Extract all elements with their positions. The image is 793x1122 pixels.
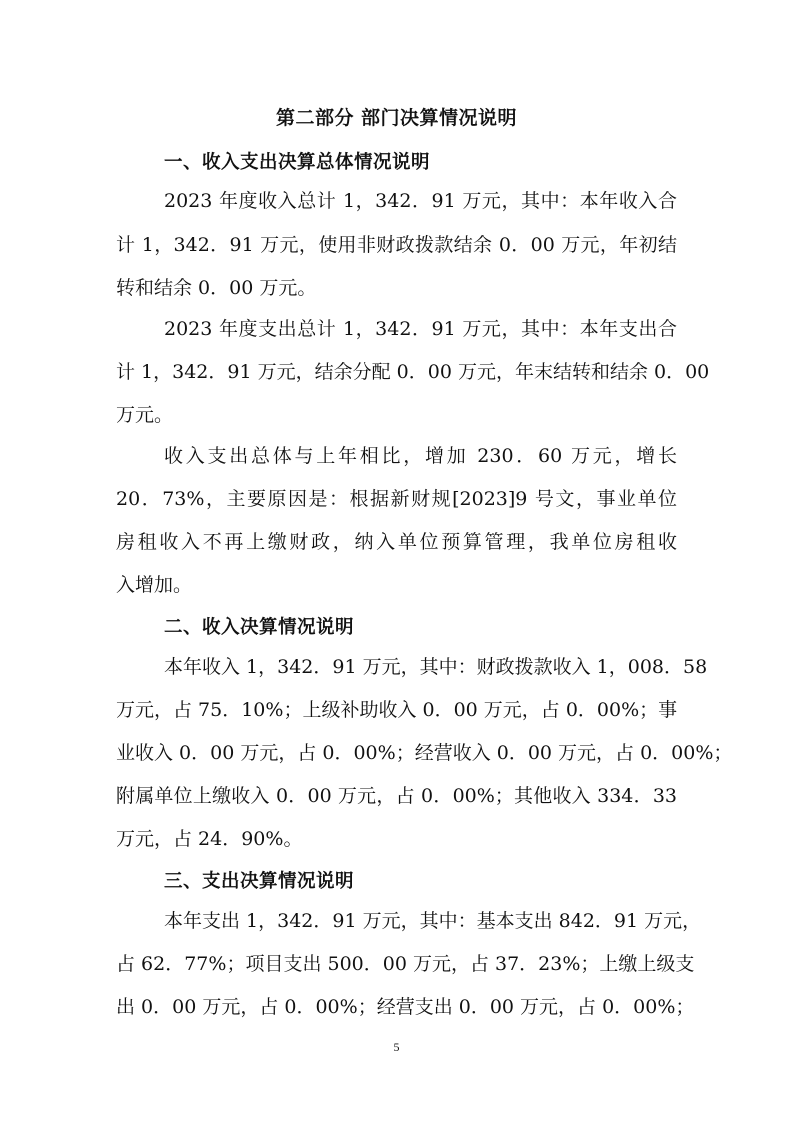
s1-p2-line-1: 2023 年度支出总计 1，342．91 万元，其中：本年支出合 (164, 318, 677, 340)
s1-p1-line-3: 转和结余 0．00 万元。 (116, 277, 317, 299)
s1-p1-line-2: 计 1，342．91 万元，使用非财政拨款结余 0．00 万元，年初结 (116, 234, 677, 256)
page-title: 第二部分 部门决算情况说明 (275, 107, 518, 129)
s2-p1-line-1: 本年收入 1，342．91 万元，其中：财政拨款收入 1，008．58 (164, 656, 708, 678)
s2-p1-line-5: 万元，占 24．90%。 (116, 828, 303, 850)
s3-p1-line-1: 本年支出 1，342．91 万元，其中：基本支出 842．91 万元， (164, 910, 702, 932)
s1-p3-line-1: 收入支出总体与上年相比，增加 230．60 万元，增长 (164, 445, 677, 467)
s2-p1-line-3: 业收入 0．00 万元，占 0．00%；经营收入 0．00 万元，占 0．00%； (116, 742, 733, 764)
section-3-heading: 三、支出决算情况说明 (164, 871, 355, 892)
s2-p1-line-2: 万元，占 75．10%；上级补助收入 0．00 万元，占 0．00%；事 (116, 699, 678, 721)
section-1-heading: 一、收入支出决算总体情况说明 (164, 152, 431, 173)
s1-p3-line-4: 入增加。 (116, 574, 193, 596)
s1-p2-line-2: 计 1，342．91 万元，结余分配 0．00 万元，年末结转和结余 0．00 (116, 361, 710, 383)
section-2-heading: 二、收入决算情况说明 (164, 617, 355, 638)
s1-p3-line-3: 房租收入不再上缴财政，纳入单位预算管理，我单位房租收 (116, 531, 677, 553)
s1-p1-line-1: 2023 年度收入总计 1，342．91 万元，其中：本年收入合 (164, 190, 677, 212)
s1-p2-line-3: 万元。 (116, 404, 174, 426)
s2-p1-line-4: 附属单位上缴收入 0．00 万元，占 0．00%；其他收入 334．33 (116, 785, 677, 807)
s1-p3-line-2: 20．73%，主要原因是：根据新财规[2023]9 号文，事业单位 (116, 488, 677, 510)
page-number: 5 (393, 1040, 400, 1054)
s3-p1-line-2: 占 62．77%；项目支出 500．00 万元，占 37．23%；上缴上级支 (116, 953, 695, 975)
s3-p1-line-3: 出 0．00 万元，占 0．00%；经营支出 0．00 万元，占 0．00%； (116, 996, 695, 1018)
